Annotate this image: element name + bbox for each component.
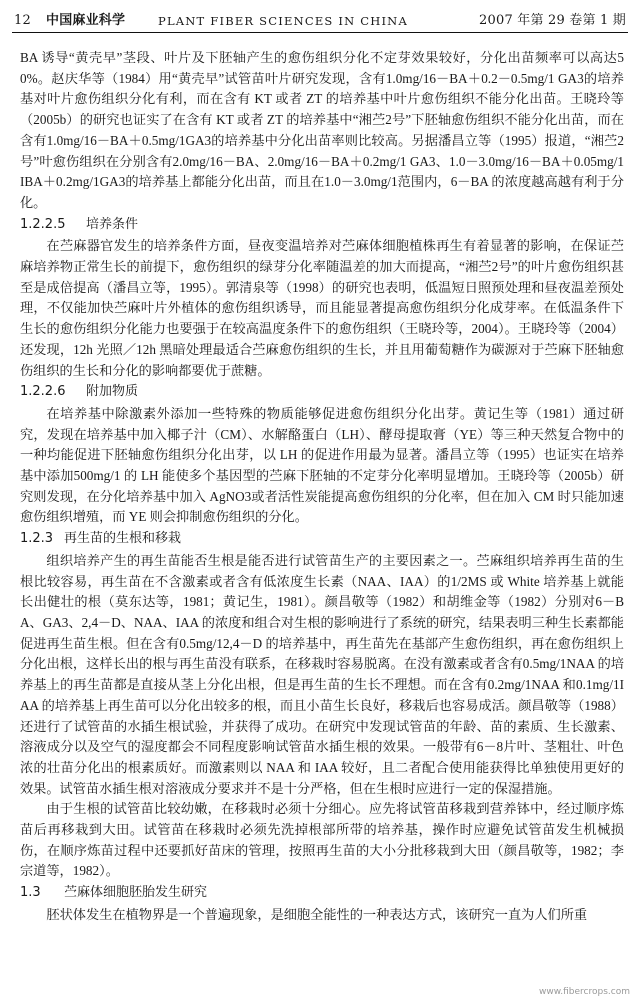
section-title: 再生苗的生根和移栽 xyxy=(64,531,182,547)
section-number: 1.3 xyxy=(20,885,41,901)
paragraph-rooting: 组织培养产生的再生苗能否生根是能否进行试管苗生产的主要因素之一。苎麻组织培养再生苗的生根比较容易，再生苗在不含激素或者含有低浓度生长素（NAA、IAA）的1/2MS 或 White 培养基上就能长出健壮的根（莫东达等，1981；黄记生，1981）。颜昌敬等（1982）和胡维金等（1982）分别对6－BA、GA3、2,4－D、NAA、IAA 的浓度和组合对生根的影响进行了系统的研究，结果表明三种生长素都能促进再生苗生根。但在含有0.5mg/12,4－D 的培养基中，再生苗先在基部产生愈伤组织，再在愈伤组织上分化出根，这样长出的根与再生苗没有联系，在移栽时容易脱离。在没有激素或者含有0.5mg/1NAA 的培养基上的再生苗都是直接从茎上分化出根，但是再生苗的生长不理想。而在含有0.2mg/1NAA 和0.1mg/1IAA 的培养基上再生苗可以分化出较多的根，而且小苗生长良好，移栽后也容易成活。颜昌敬等（1988）还进行了试管苗的水插生根试验，并获得了成功。在研究中发现试管苗的年龄、苗的素质、生长激素、溶液成分以及空气的湿度都会不同程度影响试管苗水插生根的效果。一般带有6－8片叶、茎粗壮、叶色浓的壮苗分化出的根素质好。而激素则以 NAA 和 IAA 较好，且二者配合使用能获得比单独使用更好的效果。试管苗水插生根对溶液成分要求并不是十分严格，但在生根时应进行一定的保湿措施。 xyxy=(20,552,624,796)
section-heading-additives xyxy=(20,382,624,403)
section-title: 苎麻体细胞胚胎发生研究 xyxy=(64,885,208,901)
issue-info: 2007 年第 29 卷第 1 期 xyxy=(479,13,626,28)
paragraph-culture-conditions: 在苎麻器官发生的培养条件方面，昼夜变温培养对苎麻体细胞植株再生有着显著的影响，在保证苎麻培养物正常生长的前提下，愈伤组织的绿芽分化率随温差的加大而提高，“湘苎2号”的叶片愈伤组织甚至是成倍提高（潘昌立等，1995）。郭清泉等（1998）的研究也表明，低温短日照预处理和昼夜温差预处理，不仅能加快苎麻叶片外植体的愈伤组织诱导，而且能显著提高愈伤组织分化成芽率。在低温条件下生长的愈伤组织分化能力也要强于在较高温度条件下的愈伤组织（王晓玲等，2004）。王晓玲等（2004）还发现，12h 光照／12h 黑暗处理最适合苎麻愈伤组织的生长，并且用葡萄糖作为碳源对于苎麻下胚轴愈伤组织的生长和分化的影响都要优于蔗糖。 xyxy=(20,238,624,378)
section-heading-rooting-transplant xyxy=(20,529,624,550)
journal-title-en: PLANT FIBER SCIENCES IN CHINA xyxy=(158,14,408,28)
journal-title-cn: 中国麻业科学 xyxy=(46,13,126,28)
section-heading-culture-conditions xyxy=(20,215,624,236)
running-head xyxy=(14,6,626,28)
paragraph-somatic-embryogenesis: 胚状体发生在植物界是一个普遍现象，是细胞全能性的一种表达方式，该研究一直为人们所重 xyxy=(46,906,588,922)
paragraph-additives: 在培养基中除激素外添加一些特殊的物质能够促进愈伤组织分化出芽。黄记生等（1981）通过研究，发现在培养基中加入椰子汁（CM）、水解酪蛋白（LH）、酵母提取膏（YE）等三种天然复合物中的一种均能促进下胚轴愈伤组织分化出芽，以 LH 的促进作用最为显著。潘昌立等（1995）也证实在培养基中添加500mg/1 的 LH 能使多个基因型的苎麻下胚轴的不定芽分化率明显增加。王晓玲等（2005b）研究则发现，在分化培养基中加入 AgNO3或者活性炭能提高愈伤组织的分化率，但在加入 CM 时只能加速愈伤组织增殖，而 YE 则会抑制愈伤组织的分化。 xyxy=(20,405,624,525)
article-body xyxy=(20,48,624,926)
section-title: 培养条件 xyxy=(86,216,139,232)
watermark: www.fibercrops.com xyxy=(539,987,630,997)
section-title: 附加物质 xyxy=(86,384,139,400)
section-number: 1.2.3 xyxy=(20,531,54,547)
header-rule xyxy=(12,32,628,33)
section-number: 1.2.2.6 xyxy=(20,384,66,400)
section-number: 1.2.2.5 xyxy=(20,216,66,232)
section-heading-somatic-embryogenesis xyxy=(20,883,624,904)
page-number: 12 xyxy=(14,13,31,28)
paragraph-continued: BA 诱导“黄壳早”茎段、叶片及下胚轴产生的愈伤组织分化不定芽效果较好，分化出苗频率可以高达50%。赵庆华等（1984）用“黄壳早”试管苗叶片研究发现，含有1.0mg/16－BA＋0.2－0.5mg/1 GA3的培养基对叶片愈伤组织分化有利，而在含有 KT 或者 ZT 的培养基中叶片愈伤组织不能分化出苗。王晓玲等（2005b）的研究也证实了在含有 KT 或者 ZT 的培养基中“湘苎2号”下胚轴愈伤组织不能分化出苗，而在含有1.0mg/16－BA＋0.5mg/1GA3的培养基中分化出苗率则比较高。另据潘昌立等（1995）报道，“湘苎2号”叶愈伤组织在分别含有2.0mg/16－BA、2.0mg/16－BA＋0.2mg/1 GA3、1.0－3.0mg/16－BA＋0.05mg/1IBA＋0.2mg/1GA3的培养基上都能分化出苗，而且在1.0－3.0mg/1范围内，6－BA 的浓度越高越有利于分化。 xyxy=(20,50,624,210)
paragraph-transplant: 由于生根的试管苗比较幼嫩，在移栽时必须十分细心。应先将试管苗移栽到营养钵中，经过顺序炼苗后再移栽到大田。试管苗在移栽时必须先洗掉根部所带的培养基，操作时应避免试管苗发生机械损伤，在顺序炼苗过程中还要抓好苗床的管理，按照再生苗的大小分批移栽到大田（颜昌敬等，1982；李宗道等，1982）。 xyxy=(20,801,624,879)
